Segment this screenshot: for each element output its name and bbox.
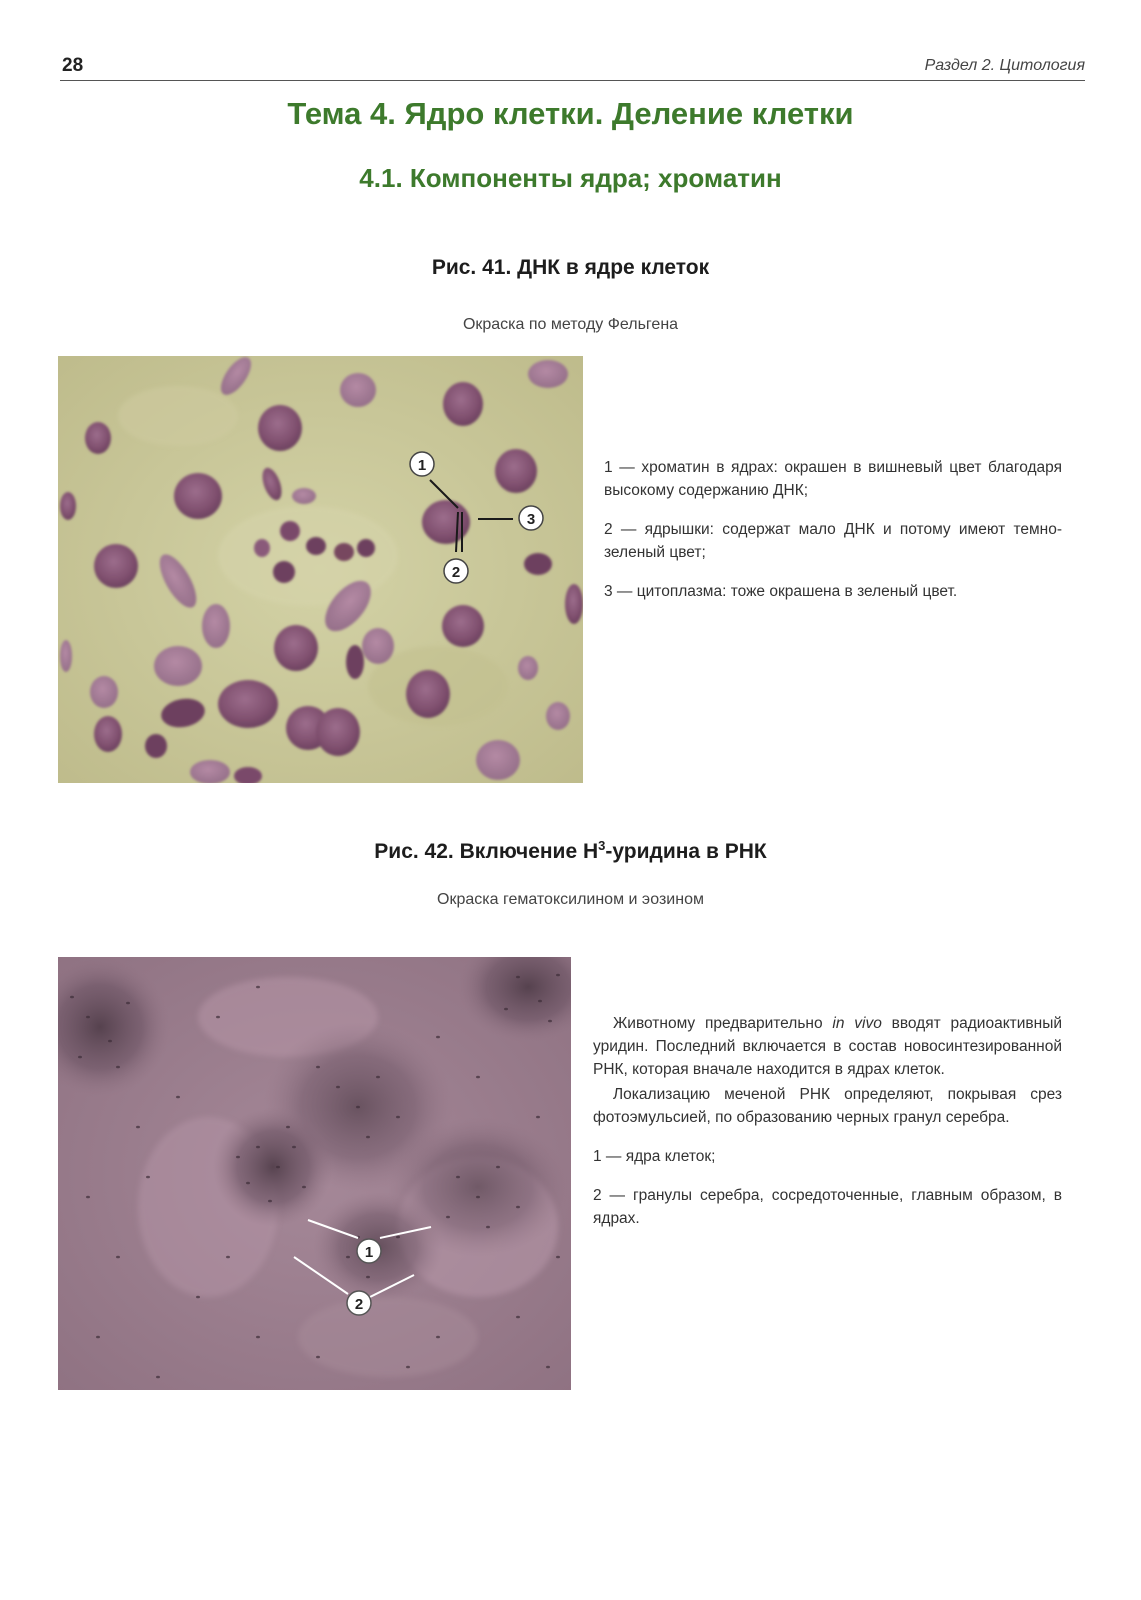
legend-item-chromatin: 1 — хроматин в ядрах: окрашен в вишневый цвет благодаря высокому содержанию ДНК; <box>604 459 1062 499</box>
legend-item-silver-grains: 2 — гранулы серебра, сосредоточенные, главным образом, в ядрах. <box>593 1187 1062 1227</box>
figure41-legend <box>604 456 1062 619</box>
feulgen-marker-2 <box>444 559 468 583</box>
legend-item-nuclei: 1 — ядра клеток; <box>593 1148 716 1165</box>
svg-text:1: 1 <box>364 1244 374 1261</box>
figure42-paragraph-detection: Локализацию меченой РНК определяют, покрывая срез фотоэмульсией, по образованию черных гранул серебра. <box>593 1086 1062 1126</box>
svg-text:1: 1 <box>417 457 427 474</box>
figure42-title <box>0 838 1141 864</box>
legend-item-cytoplasm: 3 — цитоплазма: тоже окрашена в зеленый цвет. <box>604 583 958 600</box>
figure42-title-superscript: 3 <box>598 838 606 853</box>
feulgen-marker-1 <box>410 452 434 476</box>
figure41-stain: Окраска по методу Фельгена <box>462 316 679 333</box>
autoradiography-micrograph <box>58 957 571 1390</box>
feulgen-marker-3 <box>519 506 543 530</box>
autoradiography-marker-2 <box>347 1291 371 1315</box>
running-head: Раздел 2. Цитология <box>924 57 1085 74</box>
feulgen-micrograph <box>58 356 583 783</box>
svg-text:3: 3 <box>526 511 536 528</box>
section-title: 4.1. Компоненты ядра; хроматин <box>359 163 782 193</box>
figure42-legend <box>593 1012 1062 1246</box>
figure42-stain: Окраска гематоксилином и эозином <box>437 891 704 908</box>
topic-title: Тема 4. Ядро клетки. Деление клетки <box>287 96 854 131</box>
figure42-paragraph-start: Животному предварительно <box>613 1015 833 1032</box>
figure42-paragraph-method <box>593 1012 1062 1081</box>
svg-text:2: 2 <box>451 564 461 581</box>
autoradiography-marker-1 <box>357 1239 381 1263</box>
figure42-title-end: -уридина в РНК <box>605 840 767 863</box>
figure42-title-main: Рис. 42. Включение Н <box>374 840 599 863</box>
figure42-in-vivo: in vivo <box>832 1015 882 1032</box>
figure41-title: Рис. 41. ДНК в ядре клеток <box>431 256 710 279</box>
page-number: 28 <box>62 55 84 76</box>
figure42-paragraph-rest: вводят радиоактивный уридин. Последний включается в состав новосинтезированной РНК, которая вначале находится в ядрах клеток. <box>593 1015 1062 1078</box>
svg-text:2: 2 <box>354 1296 364 1313</box>
legend-item-nucleoli: 2 — ядрышки: содержат мало ДНК и потому имеют темно-зеленый цвет; <box>604 521 1062 561</box>
header-rule <box>60 80 1085 81</box>
